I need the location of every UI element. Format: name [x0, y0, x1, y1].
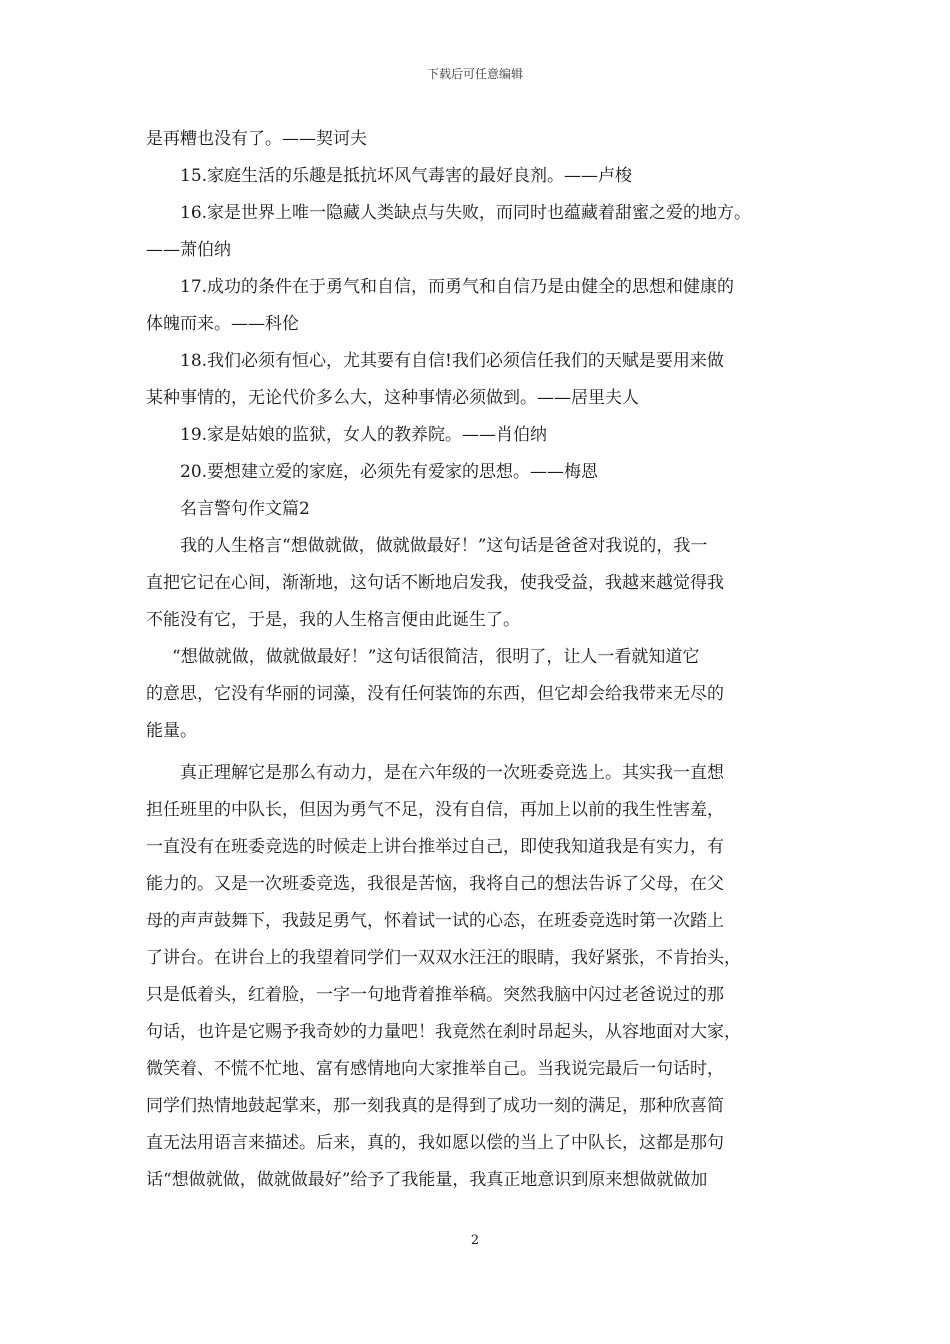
- text-line: 句话，也许是它赐予我奇妙的力量吧！我竟然在刹时昂起头，从容地面对大家，: [146, 1022, 741, 1042]
- text-line: 17.成功的条件在于勇气和自信，而勇气和自信乃是由健全的思想和健康的: [180, 277, 735, 297]
- text-line: 体魄而来。——科伦: [146, 314, 299, 334]
- body-text: [146, 121, 814, 1199]
- text-line: 微笑着、不慌不忙地、富有感情地向大家推举自己。当我说完最后一句话时，: [146, 1059, 724, 1079]
- text-line: 我的人生格言“想做就做，做就做最好！”这句话是爸爸对我说的，我一: [180, 536, 708, 556]
- text-line: 担任班里的中队长，但因为勇气不足，没有自信，再加上以前的我生性害羞，: [146, 800, 724, 820]
- text-line: 20.要想建立爱的家庭，必须先有爱家的思想。——梅恩: [180, 462, 599, 482]
- text-line: 同学们热情地鼓起掌来，那一刻我真的是得到了成功一刻的满足，那种欣喜简: [146, 1096, 724, 1116]
- page-number: 2: [470, 1233, 480, 1248]
- text-line: “想做就做，做就做最好！”这句话很简洁，很明了，让人一看就知道它: [172, 647, 700, 667]
- text-line: 能量。: [146, 721, 197, 741]
- section-title: 名言警句作文篇2: [180, 499, 310, 519]
- text-line: 不能没有它，于是，我的人生格言便由此诞生了。: [146, 610, 520, 630]
- text-line: 是再糟也没有了。——契诃夫: [146, 129, 367, 149]
- text-line: 直把它记在心间，渐渐地，这句话不断地启发我，使我受益，我越来越觉得我: [146, 573, 724, 593]
- text-line: ——萧伯纳: [146, 240, 231, 260]
- page-header: 下载后可任意编辑: [426, 67, 523, 81]
- text-line: 话“想做就做，做就做最好”给予了我能量，我真正地意识到原来想做就做加: [146, 1170, 708, 1190]
- text-line: 母的声声鼓舞下，我鼓足勇气，怀着试一试的心态，在班委竞选时第一次踏上: [146, 911, 724, 931]
- text-line: 15.家庭生活的乐趣是抵抗坏风气毒害的最好良剂。——卢梭: [180, 166, 633, 186]
- text-line: 了讲台。在讲台上的我望着同学们一双双水汪汪的眼睛，我好紧张，不肯抬头，: [146, 948, 741, 968]
- text-line: 18.我们必须有恒心，尤其要有自信!我们必须信任我们的天赋是要用来做: [180, 351, 724, 371]
- text-line: 真正理解它是那么有动力，是在六年级的一次班委竞选上。其实我一直想: [180, 763, 724, 783]
- text-line: 只是低着头，红着脸，一字一句地背着推举稿。突然我脑中闪过老爸说过的那: [146, 985, 724, 1005]
- text-line: 的意思，它没有华丽的词藻，没有任何装饰的东西，但它却会给我带来无尽的: [146, 684, 724, 704]
- text-line: 某种事情的，无论代价多么大，这种事情必须做到。——居里夫人: [146, 388, 639, 408]
- text-line: 能力的。又是一次班委竞选，我很是苦恼，我将自己的想法告诉了父母，在父: [146, 874, 724, 894]
- text-line: 直无法用语言来描述。后来，真的，我如愿以偿的当上了中队长，这都是那句: [146, 1133, 724, 1153]
- text-line: 一直没有在班委竞选的时候走上讲台推举过自己，即使我知道我是有实力，有: [146, 837, 724, 857]
- text-line: 19.家是姑娘的监狱，女人的教养院。——肖伯纳: [180, 425, 548, 445]
- text-line: 16.家是世界上唯一隐藏人类缺点与失败，而同时也蕴藏着甜蜜之爱的地方。: [180, 203, 752, 223]
